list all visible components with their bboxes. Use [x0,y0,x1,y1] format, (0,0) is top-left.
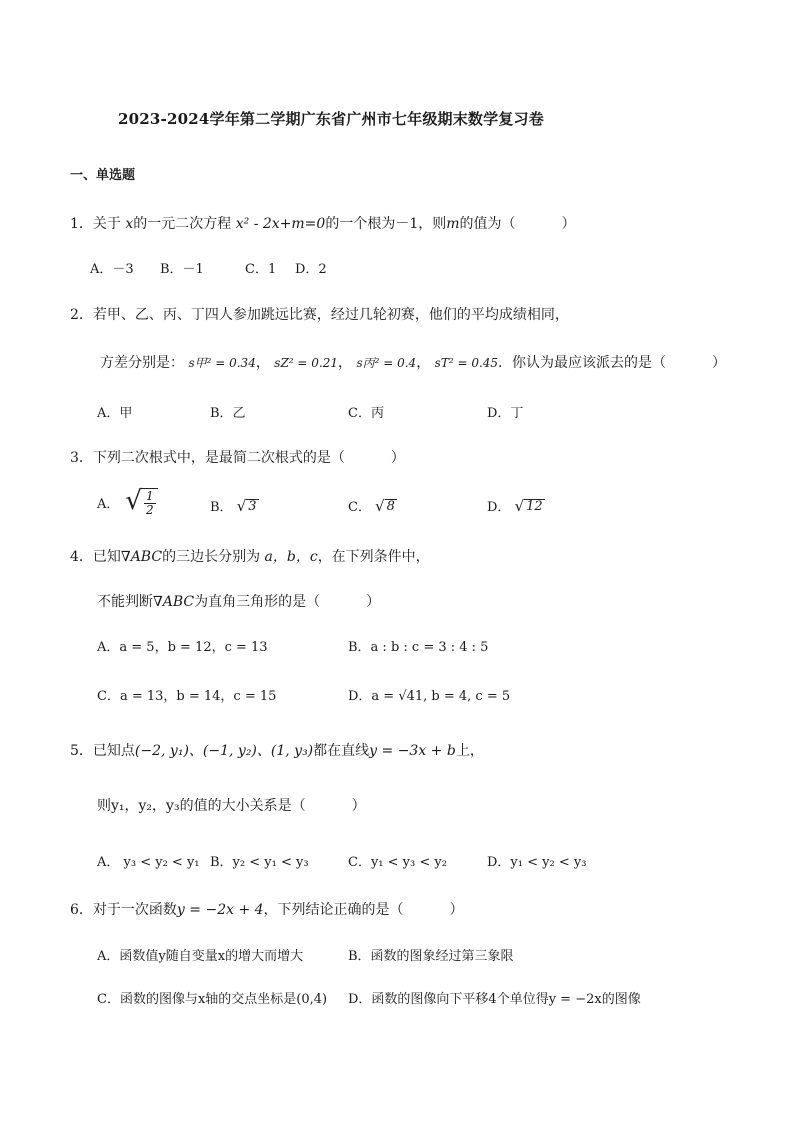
question-4-option-d: D．a = √41, b = 4, c = 5 [348,689,511,704]
question-1-stem: 1．关于 x的一元二次方程 x² - 2x+m=0的一个根为－1，则m的值为（ ） [70,216,576,232]
question-2-option-a: A．甲 [97,406,133,421]
question-2-stem: 2．若甲、乙、丙、丁四人参加跳远比赛，经过几轮初赛，他们的平均成绩相同， [70,307,569,323]
section-heading: 一、单选题 [70,168,136,183]
question-1-option-a: A．－3 [90,262,134,277]
question-6-option-d: D．函数的图像向下平移4个单位得y = −2x的图像 [348,992,641,1007]
question-2-option-c: C．丙 [348,406,384,421]
question-6-stem: 6．对于一次函数y = −2x + 4，下列结论正确的是（ ） [70,902,464,918]
question-4-stem: 4．已知∇ABC的三边长分别为 a，b，c，在下列条件中， [70,549,430,565]
question-5-relation: 则y₁，y₂，y₃的值的大小关系是（ ） [97,798,366,814]
question-6-option-a: A．函数值y随自变量x的增大而增大 [97,949,304,964]
question-3-option-d: D． √ 12 [487,497,543,515]
question-1-option-d: D．2 [295,262,327,277]
question-1-option-b: B．－1 [160,262,204,277]
question-1-option-c: C．1 [245,262,277,277]
question-4-condition: 不能判断∇ABC为直角三角形的是（ ） [97,594,381,610]
question-5-option-b: B．y₂ < y₁ < y₃ [210,855,309,870]
page-title: 2023-2024学年第二学期广东省广州市七年级期末数学复习卷 [118,110,544,128]
question-4-option-a: A．a = 5，b = 12，c = 13 [97,640,268,655]
question-5-option-c: C．y₁ < y₃ < y₂ [348,855,447,870]
question-4-option-b: B．a : b : c = 3 : 4 : 5 [348,640,489,655]
question-3-option-a: A． √ $\frac{1}{2}$ [97,488,158,516]
question-6-option-b: B．函数的图象经过第三象限 [348,949,514,964]
question-2-option-d: D．丁 [487,406,524,421]
question-4-option-c: C．a = 13，b = 14，c = 15 [97,689,277,704]
question-5-option-d: D．y₁ < y₂ < y₃ [487,855,587,870]
question-6-option-c: C．函数的图像与x轴的交点坐标是(0,4) [97,992,328,1007]
question-3-option-c: C． √ 8 [348,497,395,515]
question-3-option-b: B． √ 3 [210,497,257,515]
question-5-stem: 5．已知点(−2, y₁)、(−1, y₂)、(1, y₃)都在直线y = −3x + b上， [70,743,484,759]
question-5-option-a: A． y₃ < y₂ < y₁ [97,855,200,870]
question-3-stem: 3．下列二次根式中，是最简二次根式的是（ ） [70,450,405,466]
question-2-variances: 方差分别是： s甲² = 0.34， sZ² = 0.21， s丙² = 0.4， sT² = 0.45．你认为最应该派去的是（ ） [100,355,727,371]
question-2-option-b: B．乙 [210,406,246,421]
